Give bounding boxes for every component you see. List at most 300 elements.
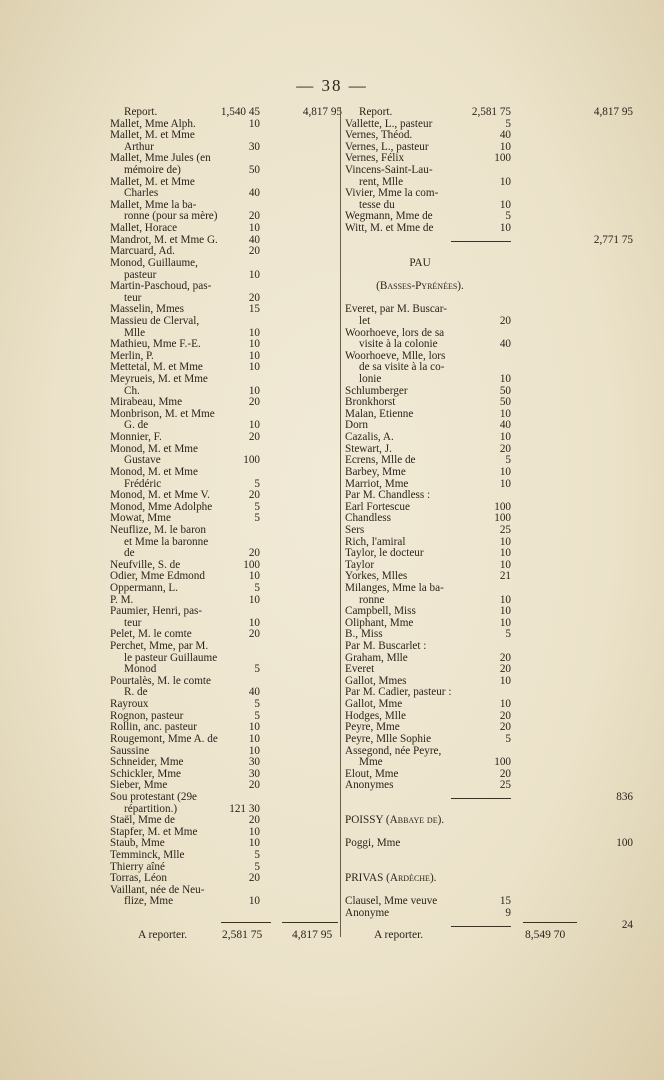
amount: 10 — [499, 431, 511, 444]
donation-entry — [345, 223, 605, 235]
donor-name: Bronkhorst — [345, 396, 396, 409]
donor-name: Anonyme — [345, 907, 390, 920]
amount: 20 — [248, 245, 260, 258]
right-column — [345, 106, 633, 931]
amount: 10 — [248, 361, 260, 374]
donor-name: Staël, Mme de — [110, 814, 175, 827]
donor-name: Dorn — [345, 419, 368, 432]
donor-name: Charles — [124, 187, 159, 200]
donor-name: Schneider, Mme — [110, 756, 184, 769]
donation-entry — [110, 281, 370, 293]
donor-name: Gallot, Mmes — [345, 674, 407, 687]
donor-name: Mallet, M. et Mme — [110, 129, 195, 142]
donor-name: Rayroux — [110, 698, 149, 711]
donor-name: Vallette, L., pasteur — [345, 117, 433, 130]
donor-name: Sou protestant (29e — [110, 790, 197, 803]
amount: 5 — [254, 860, 260, 873]
amount: 10 — [499, 198, 511, 211]
donor-name: Par M. Buscarlet : — [345, 640, 427, 653]
donor-name: Mathieu, Mme F.-E. — [110, 338, 201, 351]
donor-name: de sa visite à la co- — [359, 361, 445, 374]
donor-name: Rollin, anc. pasteur — [110, 721, 197, 734]
donation-entry — [110, 687, 370, 699]
amount: 10 — [499, 465, 511, 478]
donation-entry — [345, 409, 605, 421]
amount: 10 — [499, 605, 511, 618]
donor-name: Report. — [124, 106, 158, 118]
spacer — [345, 850, 605, 862]
amount: 20 — [248, 489, 260, 502]
carry-forward-label: A reporter. — [138, 929, 188, 941]
donor-name: Everet, par M. Buscar- — [345, 303, 447, 316]
donor-name: Chandless — [345, 512, 391, 525]
donor-name: Taylor, le docteur — [345, 547, 424, 560]
donor-name: Gallot, Mme — [345, 698, 403, 711]
donation-entry — [110, 676, 370, 688]
amount: 10 — [499, 593, 511, 606]
donor-name: Vivier, Mme la com- — [345, 187, 439, 200]
donation-entry — [345, 734, 605, 746]
amount: 10 — [499, 222, 511, 235]
donor-name: Report. — [359, 106, 393, 118]
donor-name: Odier, Mme Edmond — [110, 570, 205, 583]
donor-name: Peyre, Mme — [345, 721, 400, 734]
amount: 10 — [499, 616, 511, 629]
carry-forward-total: 4,817 95 — [292, 929, 333, 941]
amount: 21 — [499, 570, 511, 583]
donor-name: Clausel, Mme veuve — [345, 895, 438, 908]
donation-entry — [110, 223, 370, 235]
amount: 10 — [248, 419, 260, 432]
amount: 25 — [499, 779, 511, 792]
running-total: 836 — [616, 790, 633, 803]
donation-entry — [345, 757, 605, 769]
amount: 20 — [499, 651, 511, 664]
donation-entry — [345, 699, 605, 711]
donor-name: R. de — [124, 686, 148, 699]
amount: 40 — [499, 338, 511, 351]
donor-name: Oliphant, Mme — [345, 616, 414, 629]
donor-name: Paumier, Henri, pas- — [110, 605, 203, 618]
amount: 30 — [248, 767, 260, 780]
amount: 10 — [248, 349, 260, 362]
donation-entry — [345, 815, 605, 827]
donor-name: Anonymes — [345, 779, 394, 792]
donation-entry — [110, 734, 370, 746]
donor-name: Frédéric — [124, 477, 162, 490]
donor-name: Milanges, Mme la ba- — [345, 581, 444, 594]
donor-name: Elout, Mme — [345, 767, 399, 780]
donor-name: Poggi, Mme — [345, 837, 401, 850]
page-number: — 38 — — [296, 76, 368, 95]
donor-name: Barbey, Mme — [345, 465, 406, 478]
donation-entry — [345, 618, 605, 630]
donor-name: Mettetal, M. et Mme — [110, 361, 203, 374]
amount: 10 — [499, 674, 511, 687]
donor-name: Monod, M. et Mme — [110, 442, 198, 455]
footer-rule — [523, 922, 577, 923]
donor-name: tesse du — [359, 198, 395, 211]
amount: 10 — [248, 570, 260, 583]
donor-name: de — [124, 547, 135, 560]
donor-name: teur — [124, 616, 142, 629]
donation-entry — [345, 304, 605, 316]
donor-name: ronne (pour sa mère) — [124, 210, 218, 223]
donor-name: Massieu de Clerval, — [110, 314, 200, 327]
donor-name: Neufville, S. de — [110, 558, 181, 571]
donation-entry — [110, 316, 370, 328]
donor-name: Rich, l'amiral — [345, 535, 406, 548]
donation-entry — [345, 583, 605, 595]
amount: 40 — [248, 686, 260, 699]
donation-entry — [345, 780, 605, 792]
amount: 40 — [248, 233, 260, 246]
donor-name: Mandrot, M. et Mme G. — [110, 233, 218, 246]
amount: 50 — [499, 396, 511, 409]
amount: 5 — [254, 709, 260, 722]
amount: 20 — [499, 314, 511, 327]
donor-name: Woorhoeve, lors de sa — [345, 326, 445, 339]
donor-name: Sers — [345, 523, 365, 536]
donor-name: Mallet, Mme Jules (en — [110, 152, 211, 165]
donation-entry — [110, 606, 370, 618]
running-total: 4,817 95 — [302, 106, 342, 118]
amount: 10 — [248, 721, 260, 734]
donor-name: Thierry aîné — [110, 860, 165, 873]
donor-name: Everet — [345, 663, 375, 676]
donor-name: Marcuard, Ad. — [110, 245, 175, 258]
amount: 10 — [248, 895, 260, 908]
donor-name: Monbrison, M. et Mme — [110, 407, 215, 420]
amount: 121 30 — [229, 802, 260, 815]
section-heading: PAU — [409, 256, 431, 269]
amount: 5 — [505, 628, 511, 641]
donor-name: Rougemont, Mme A. de — [110, 732, 218, 745]
donation-entry — [345, 513, 605, 525]
amount: 10 — [248, 593, 260, 606]
amount: 5 — [505, 454, 511, 467]
donor-name: B., Miss — [345, 628, 383, 641]
amount: 5 — [254, 581, 260, 594]
donor-name: Witt, M. et Mme de — [345, 222, 434, 235]
amount: 10 — [499, 477, 511, 490]
amount: 2,581 75 — [471, 106, 511, 118]
donor-name: Wegmann, Mme de — [345, 210, 433, 223]
donor-name: Yorkes, Mlles — [345, 570, 408, 583]
amount: 30 — [248, 756, 260, 769]
amount: 5 — [505, 732, 511, 745]
amount: 10 — [499, 698, 511, 711]
donation-entry — [110, 537, 370, 549]
amount: 30 — [248, 140, 260, 153]
donation-entry — [110, 699, 370, 711]
donation-entry — [345, 362, 605, 374]
donor-name: Pourtalès, M. le comte — [110, 674, 211, 687]
carry-forward-total: 8,549 70 — [525, 929, 566, 941]
amount: 20 — [248, 547, 260, 560]
amount: 100 — [494, 756, 511, 769]
donation-entry — [110, 165, 370, 177]
donor-name: Gustave — [124, 454, 161, 467]
amount: 10 — [248, 837, 260, 850]
amount: 25 — [499, 523, 511, 536]
donation-entry — [345, 653, 605, 665]
subtotal-row — [345, 790, 633, 804]
amount: 10 — [248, 616, 260, 629]
donor-name: mémoire de) — [124, 164, 181, 177]
donor-name: Par M. Cadier, pasteur : — [345, 686, 452, 699]
left-column — [110, 107, 370, 908]
amount: 10 — [499, 547, 511, 560]
amount: 15 — [499, 895, 511, 908]
spacer — [345, 246, 605, 258]
column-divider — [340, 107, 341, 937]
donor-name: Marriot, Mme — [345, 477, 409, 490]
donor-name: Mme — [359, 756, 383, 769]
donation-entry — [345, 467, 605, 479]
donation-entry — [110, 896, 370, 908]
amount: 40 — [499, 419, 511, 432]
amount: 5 — [505, 210, 511, 223]
donation-entry — [345, 746, 605, 758]
donor-name: Vaillant, née de Neu- — [110, 883, 205, 896]
donation-entry — [345, 281, 605, 293]
amount: 5 — [254, 663, 260, 676]
amount: 20 — [499, 442, 511, 455]
running-total: 4,817 95 — [593, 106, 633, 118]
amount: 10 — [248, 338, 260, 351]
donor-name: Ecrens, Mlle de — [345, 454, 416, 467]
amount: 20 — [248, 814, 260, 827]
donor-name: Vincens-Saint-Lau- — [345, 164, 433, 177]
donation-entry — [110, 641, 370, 653]
donor-name: rent, Mlle — [359, 175, 404, 188]
amount: 100 — [243, 558, 260, 571]
donation-entry — [110, 850, 370, 862]
amount: 20 — [248, 210, 260, 223]
donor-name: Mallet, Mme Alph. — [110, 117, 196, 130]
donation-entry — [110, 107, 370, 119]
donor-name: Monod, Mme Adolphe — [110, 500, 213, 513]
donor-name: Mowat, Mme — [110, 512, 171, 525]
donor-name: Monnier, F. — [110, 431, 162, 444]
donor-name: Masselin, Mmes — [110, 303, 184, 316]
amount: 20 — [499, 767, 511, 780]
donor-name: Monod, M. et Mme — [110, 465, 198, 478]
donation-entry — [345, 432, 605, 444]
donation-entry — [345, 908, 605, 920]
donor-name: Merlin, P. — [110, 349, 154, 362]
subtotal-row — [345, 233, 633, 247]
amount: 10 — [499, 175, 511, 188]
footer-rule — [282, 922, 338, 923]
donor-name: Temminck, Mlle — [110, 849, 185, 861]
amount: 10 — [248, 825, 260, 838]
amount: 10 — [499, 558, 511, 571]
section-heading: (Basses-Pyrénées). — [376, 280, 464, 293]
donation-entry — [110, 525, 370, 537]
donor-name: Cazalis, A. — [345, 431, 394, 444]
donor-name: ronne — [359, 593, 385, 606]
donation-entry — [110, 583, 370, 595]
donation-entry — [345, 258, 605, 270]
subtotal-rule — [451, 926, 511, 927]
donor-name: let — [359, 314, 371, 327]
donor-name: Assegond, née Peyre, — [345, 744, 442, 757]
donation-entry — [345, 374, 605, 386]
amount: 10 — [248, 222, 260, 235]
donor-name: Martin-Paschoud, pas- — [110, 280, 212, 293]
donation-entry — [345, 641, 605, 653]
amount: 5 — [254, 849, 260, 861]
amount: 20 — [248, 291, 260, 304]
amount: 15 — [248, 303, 260, 316]
amount: 20 — [248, 431, 260, 444]
section-heading: PRIVAS (Ardèche). — [345, 872, 437, 885]
amount: 10 — [499, 140, 511, 153]
donor-name: Vernes, Félix — [345, 152, 405, 165]
donation-entry — [110, 490, 370, 502]
amount: 100 — [494, 512, 511, 525]
amount: 40 — [499, 129, 511, 142]
donation-entry — [110, 258, 370, 270]
donor-name: P. M. — [110, 593, 134, 606]
donor-name: lonie — [359, 373, 382, 386]
donor-name: Malan, Etienne — [345, 407, 414, 420]
donor-name: G. de — [124, 419, 149, 432]
donation-entry — [110, 409, 370, 421]
donor-name: Monod, M. et Mme V. — [110, 489, 210, 502]
amount: 10 — [499, 535, 511, 548]
carry-forward-label: A reporter. — [374, 929, 424, 941]
donor-name: Peyre, Mlle Sophie — [345, 732, 432, 745]
donor-name: Torras, Léon — [110, 872, 167, 885]
donor-name: pasteur — [124, 268, 157, 281]
donation-entry — [345, 873, 605, 885]
donor-name: Mallet, Mme la ba- — [110, 198, 197, 211]
amount: 5 — [505, 117, 511, 130]
donor-name: Pelet, M. le comte — [110, 628, 192, 641]
amount: 10 — [248, 744, 260, 757]
donor-name: Taylor — [345, 558, 375, 571]
amount: 10 — [248, 268, 260, 281]
donor-name: Meyrueis, M. et Mme — [110, 373, 208, 386]
amount: 5 — [254, 500, 260, 513]
subtotal-rule — [451, 241, 511, 242]
amount: 100 — [243, 454, 260, 467]
donor-name: Earl Fortescue — [345, 500, 410, 513]
section-heading: POISSY (Abbaye de). — [345, 814, 445, 827]
donor-name: Graham, Mlle — [345, 651, 408, 664]
donation-entry — [110, 757, 370, 769]
running-total: 2,771 75 — [593, 233, 633, 246]
donor-name: Woorhoeve, Mlle, lors — [345, 349, 446, 362]
carry-forward-subtotal: 2,581 75 — [222, 929, 263, 941]
amount: 20 — [248, 779, 260, 792]
donation-entry — [345, 490, 605, 502]
donation-entry — [345, 316, 605, 328]
amount: 10 — [499, 373, 511, 386]
donor-name: Saussine — [110, 744, 150, 757]
amount: 20 — [248, 396, 260, 409]
donation-entry — [110, 374, 370, 386]
amount: 5 — [254, 477, 260, 490]
amount: 10 — [248, 117, 260, 130]
donation-entry — [345, 165, 605, 177]
donor-name: flize, Mme — [124, 895, 174, 908]
amount: 20 — [499, 663, 511, 676]
amount: 1,540 45 — [220, 106, 260, 118]
donation-entry — [110, 792, 370, 804]
donor-name: visite à la colonie — [359, 338, 438, 351]
donation-entry — [345, 106, 633, 119]
donor-name: Staub, Mme — [110, 837, 165, 850]
donor-name: Campbell, Miss — [345, 605, 416, 618]
donor-name: Arthur — [124, 140, 154, 153]
amount: 20 — [248, 628, 260, 641]
footer-rule — [221, 922, 271, 923]
donor-name: Stewart, J. — [345, 442, 392, 455]
donor-name: Monod, Guillaume, — [110, 256, 198, 269]
amount: 9 — [505, 907, 511, 920]
donation-entry — [110, 432, 370, 444]
amount: 10 — [248, 384, 260, 397]
donor-name: Sieber, Mme — [110, 779, 168, 792]
donor-name: le pasteur Guillaume — [124, 651, 218, 664]
donation-entry — [110, 467, 370, 479]
donor-name: Ch. — [124, 384, 140, 397]
amount: 100 — [494, 500, 511, 513]
donor-name: Hodges, Mlle — [345, 709, 406, 722]
donor-name: Vernes, Théod. — [345, 129, 413, 142]
amount: 10 — [248, 732, 260, 745]
running-total: 100 — [616, 837, 633, 850]
donor-name: Rognon, pasteur — [110, 709, 184, 722]
donor-name: Perchet, Mme, par M. — [110, 640, 209, 653]
donation-entry — [345, 548, 605, 560]
donor-name: Neuflize, M. le baron — [110, 523, 206, 536]
donor-name: et Mme la baronne — [124, 535, 209, 548]
donor-name: teur — [124, 291, 142, 304]
donor-name: Mlle — [124, 326, 146, 339]
donor-name: Mallet, Horace — [110, 222, 178, 235]
amount: 100 — [494, 152, 511, 165]
subtotal-rule — [451, 798, 511, 799]
donor-name: Stapfer, M. et Mme — [110, 825, 198, 838]
donor-name: Vernes, L., pasteur — [345, 140, 429, 153]
donor-name: Schickler, Mme — [110, 767, 182, 780]
donor-name: Schlumberger — [345, 384, 408, 397]
amount: 20 — [499, 721, 511, 734]
amount: 40 — [248, 187, 260, 200]
amount: 10 — [248, 326, 260, 339]
amount: 5 — [254, 698, 260, 711]
donor-name: répartition.) — [124, 802, 178, 815]
amount: 50 — [499, 384, 511, 397]
donor-name: Monod — [124, 663, 157, 676]
amount: 10 — [499, 407, 511, 420]
donor-name: Mirabeau, Mme — [110, 396, 183, 409]
donor-name: Par M. Chandless : — [345, 489, 431, 502]
donor-name: Mallet, M. et Mme — [110, 175, 195, 188]
donor-name: Oppermann, L. — [110, 581, 179, 594]
donation-entry — [345, 837, 633, 850]
amount: 20 — [499, 709, 511, 722]
amount: 50 — [248, 164, 260, 177]
donation-entry — [345, 525, 605, 537]
amount: 20 — [248, 872, 260, 885]
running-total: 24 — [621, 918, 633, 931]
